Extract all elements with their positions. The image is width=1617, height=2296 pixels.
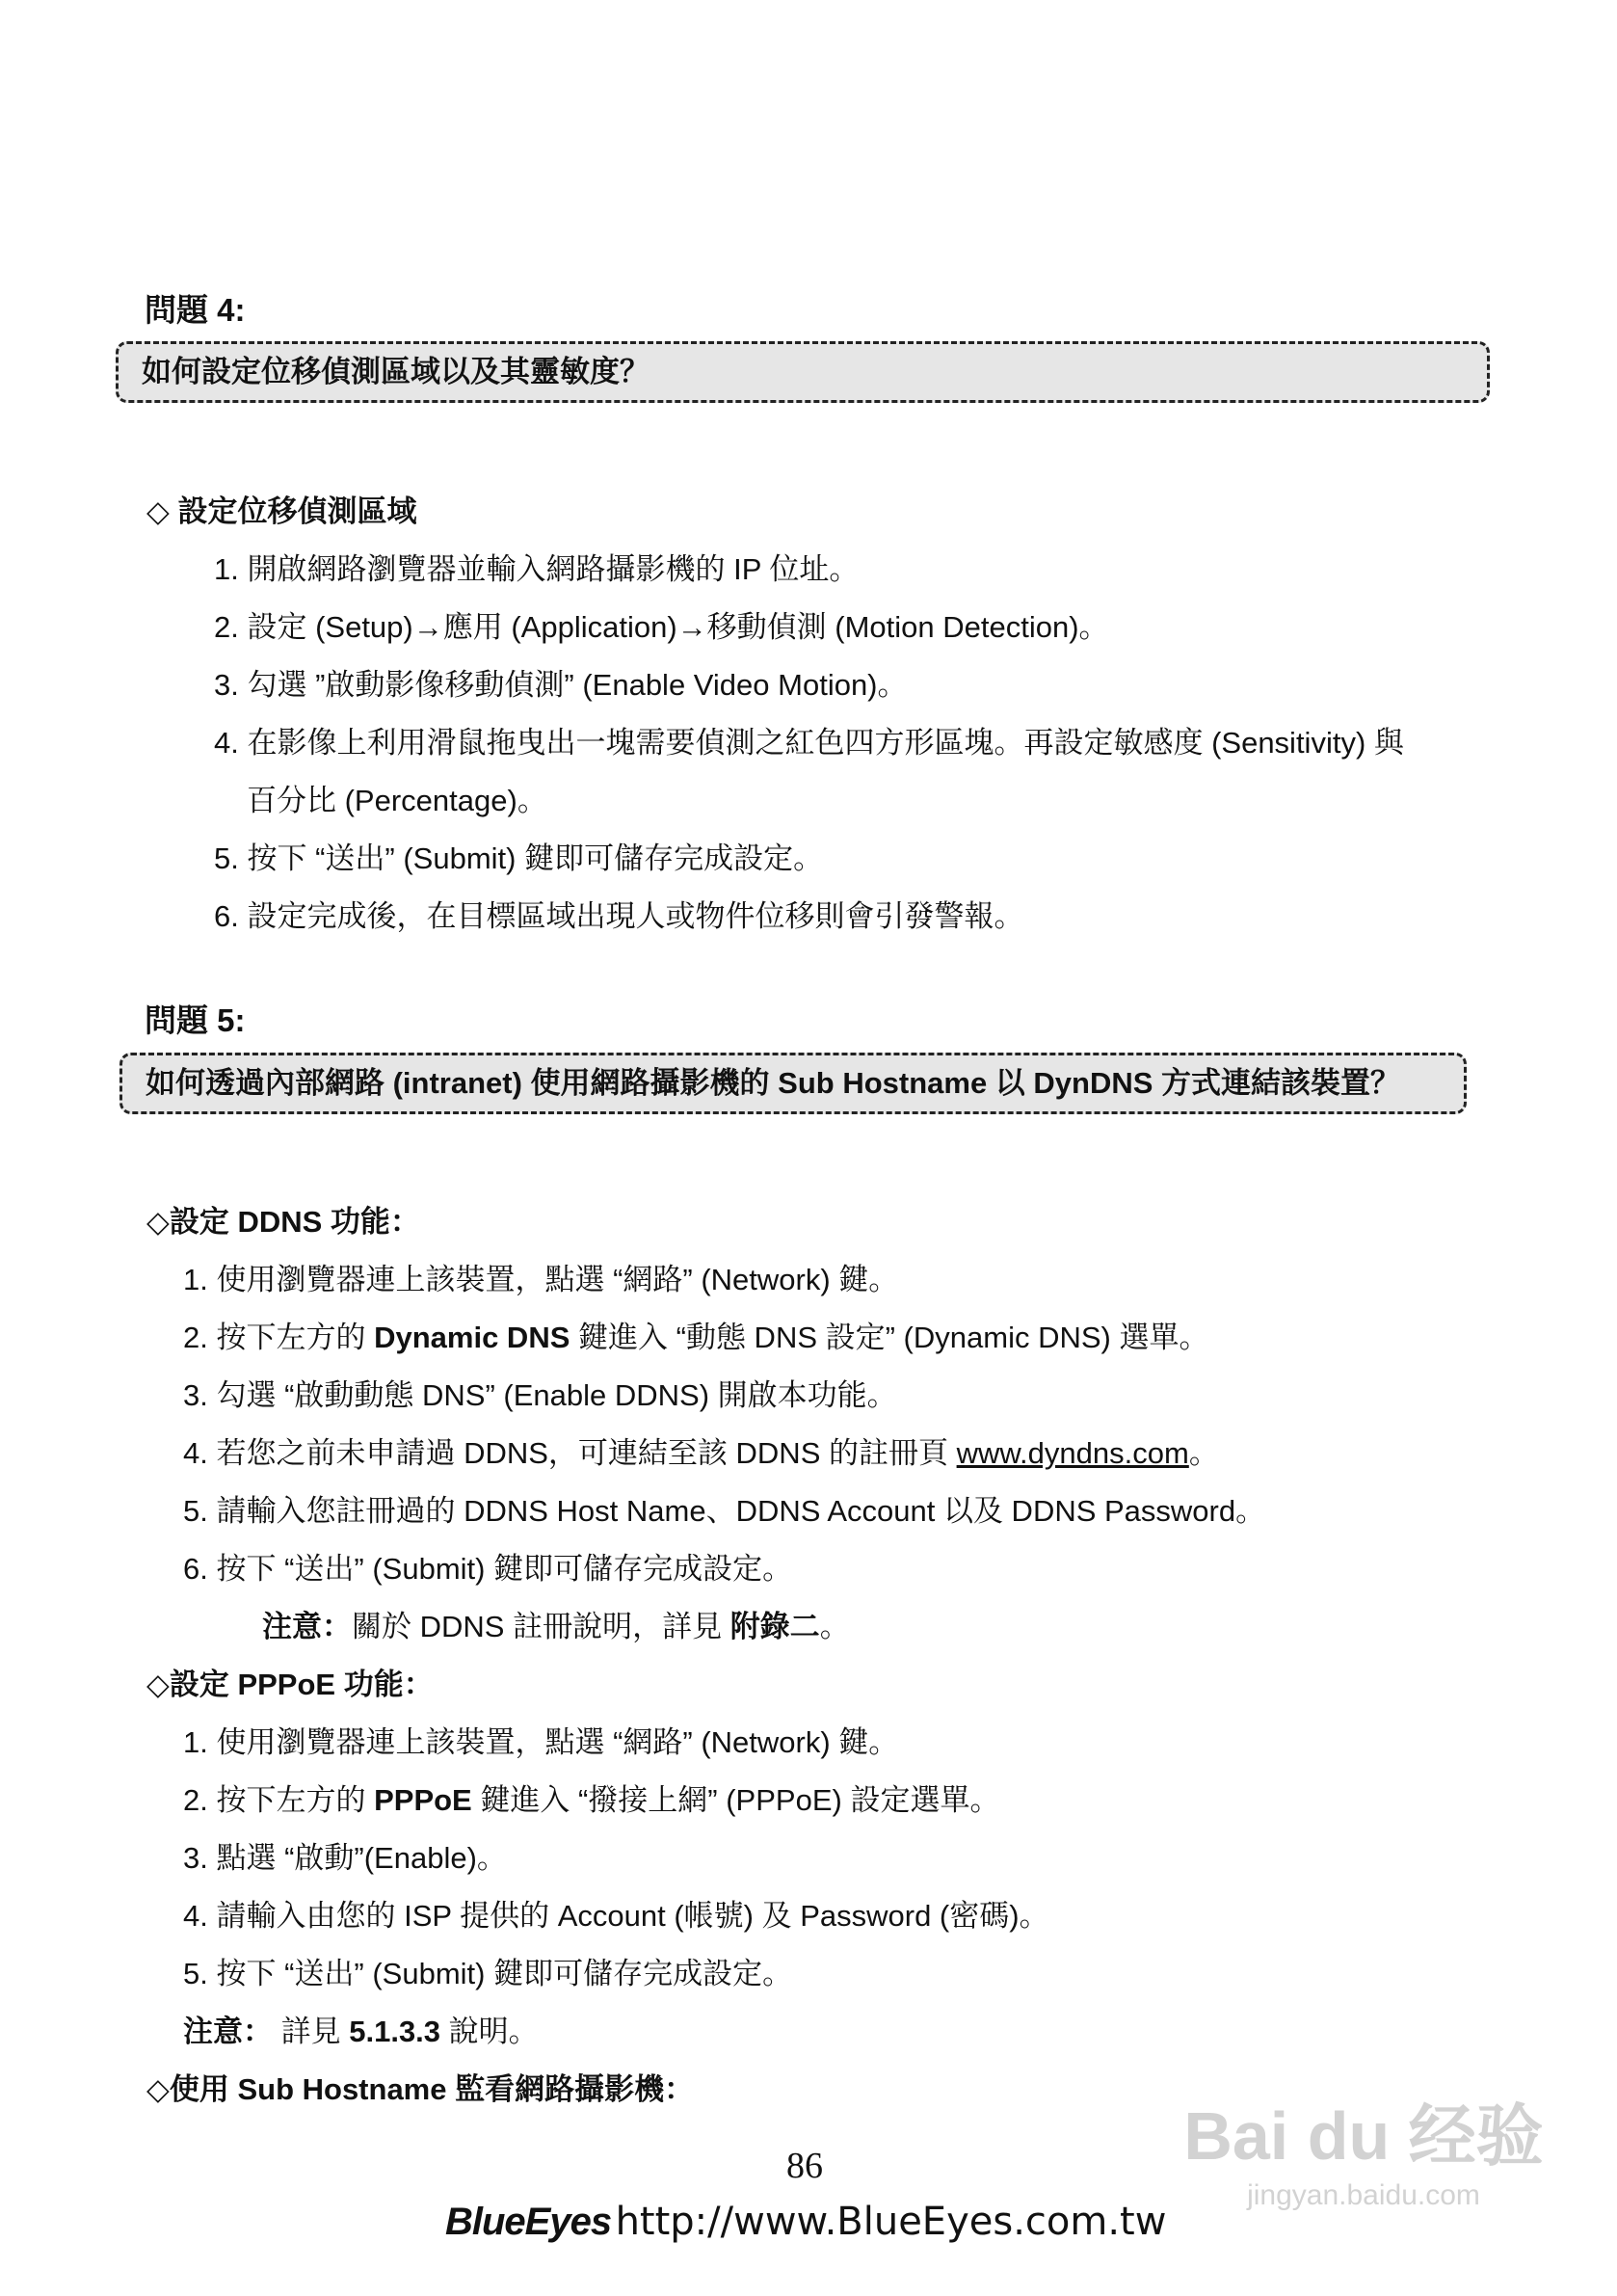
ddns-step-1: 1. 使用瀏覽器連上該裝置，點選 “網路” (Network) 鍵。 — [183, 1263, 899, 1296]
watermark — [1152, 2082, 1576, 2212]
pppoe-heading: ◇設定 PPPoE 功能： — [146, 1668, 434, 1701]
pppoe-step-5: 5. 按下 “送出” (Submit) 鍵即可儲存完成設定。 — [183, 1957, 793, 1990]
subhostname-heading: ◇使用 Sub Hostname 監看網路攝影機： — [146, 2072, 695, 2106]
pppoe-note: 注意： 詳見 5.1.3.3 說明。 — [183, 2015, 539, 2048]
question-4-title: 問題 4: — [145, 292, 246, 328]
question-5-box: 如何透過內部網路 (intranet) 使用網路攝影機的 Sub Hostname 以 DynDNS 方式連結該裝置？ — [119, 1053, 1467, 1114]
q4-step-4: 4. 在影像上利用滑鼠拖曳出一塊需要偵測之紅色四方形區塊。再設定敏感度 (Sensitivity) 與 — [214, 726, 1404, 760]
dyndns-link[interactable]: www.dyndns.com — [956, 1436, 1189, 1470]
ddns-step-6: 6. 按下 “送出” (Submit) 鍵即可儲存完成設定。 — [183, 1552, 793, 1586]
ddns-step-3: 3. 勾選 “啟動動態 DNS” (Enable DDNS) 開啟本功能。 — [183, 1378, 897, 1412]
ddns-heading: ◇設定 DDNS 功能： — [146, 1205, 420, 1239]
ddns-note: 注意：關於 DDNS 註冊說明，詳見 附錄二。 — [262, 1610, 850, 1643]
ddns-step-2: 2. 按下左方的 Dynamic DNS 鍵進入 “動態 DNS 設定” (Dynamic DNS) 選單。 — [183, 1321, 1209, 1354]
q4-step-2: 2. 設定 (Setup)→應用 (Application)→移動偵測 (Motion Detection)。 — [214, 610, 1109, 644]
brand-logo: BlueEyes — [445, 2201, 612, 2243]
ddns-step-5: 5. 請輸入您註冊過的 DDNS Host Name、DDNS Account 以及 DDNS Password。 — [183, 1494, 1266, 1528]
watermark-logo: Bai du 经验 — [1183, 2098, 1544, 2174]
q4-step-1: 1. 開啟網路瀏覽器並輸入網路攝影機的 IP 位址。 — [214, 552, 860, 586]
ddns-step-4: 4. 若您之前未申請過 DDNS，可連結至該 DDNS 的註冊頁 www.dyndns.com。 — [183, 1436, 1219, 1470]
q4-section-heading: ◇ 設定位移偵測區域 — [146, 494, 417, 528]
q4-step-4-cont: 百分比 (Percentage)。 — [247, 784, 547, 817]
pppoe-step-2: 2. 按下左方的 PPPoE 鍵進入 “撥接上網” (PPPoE) 設定選單。 — [183, 1783, 1000, 1817]
question-5-title: 問題 5: — [145, 1002, 246, 1038]
q4-step-6: 6. 設定完成後，在目標區域出現人或物件位移則會引發警報。 — [214, 899, 1024, 933]
q4-step-3: 3. 勾選 ”啟動影像移動偵測” (Enable Video Motion)。 — [214, 668, 908, 702]
page-number: 86 — [786, 2146, 823, 2186]
watermark-url: jingyan.baidu.com — [1247, 2179, 1480, 2211]
pppoe-step-1: 1. 使用瀏覽器連上該裝置，點選 “網路” (Network) 鍵。 — [183, 1725, 899, 1759]
footer-url[interactable]: http://www.BlueEyes.com.tw — [615, 2200, 1167, 2244]
q4-step-5: 5. 按下 “送出” (Submit) 鍵即可儲存完成設定。 — [214, 841, 824, 875]
pppoe-step-4: 4. 請輸入由您的 ISP 提供的 Account (帳號) 及 Password (密碼)。 — [183, 1899, 1049, 1933]
question-4-box: 如何設定位移偵測區域以及其靈敏度？ — [116, 341, 1490, 403]
pppoe-step-3: 3. 點選 “啟動”(Enable)。 — [183, 1841, 507, 1875]
footer-brand-line — [445, 2200, 1166, 2244]
